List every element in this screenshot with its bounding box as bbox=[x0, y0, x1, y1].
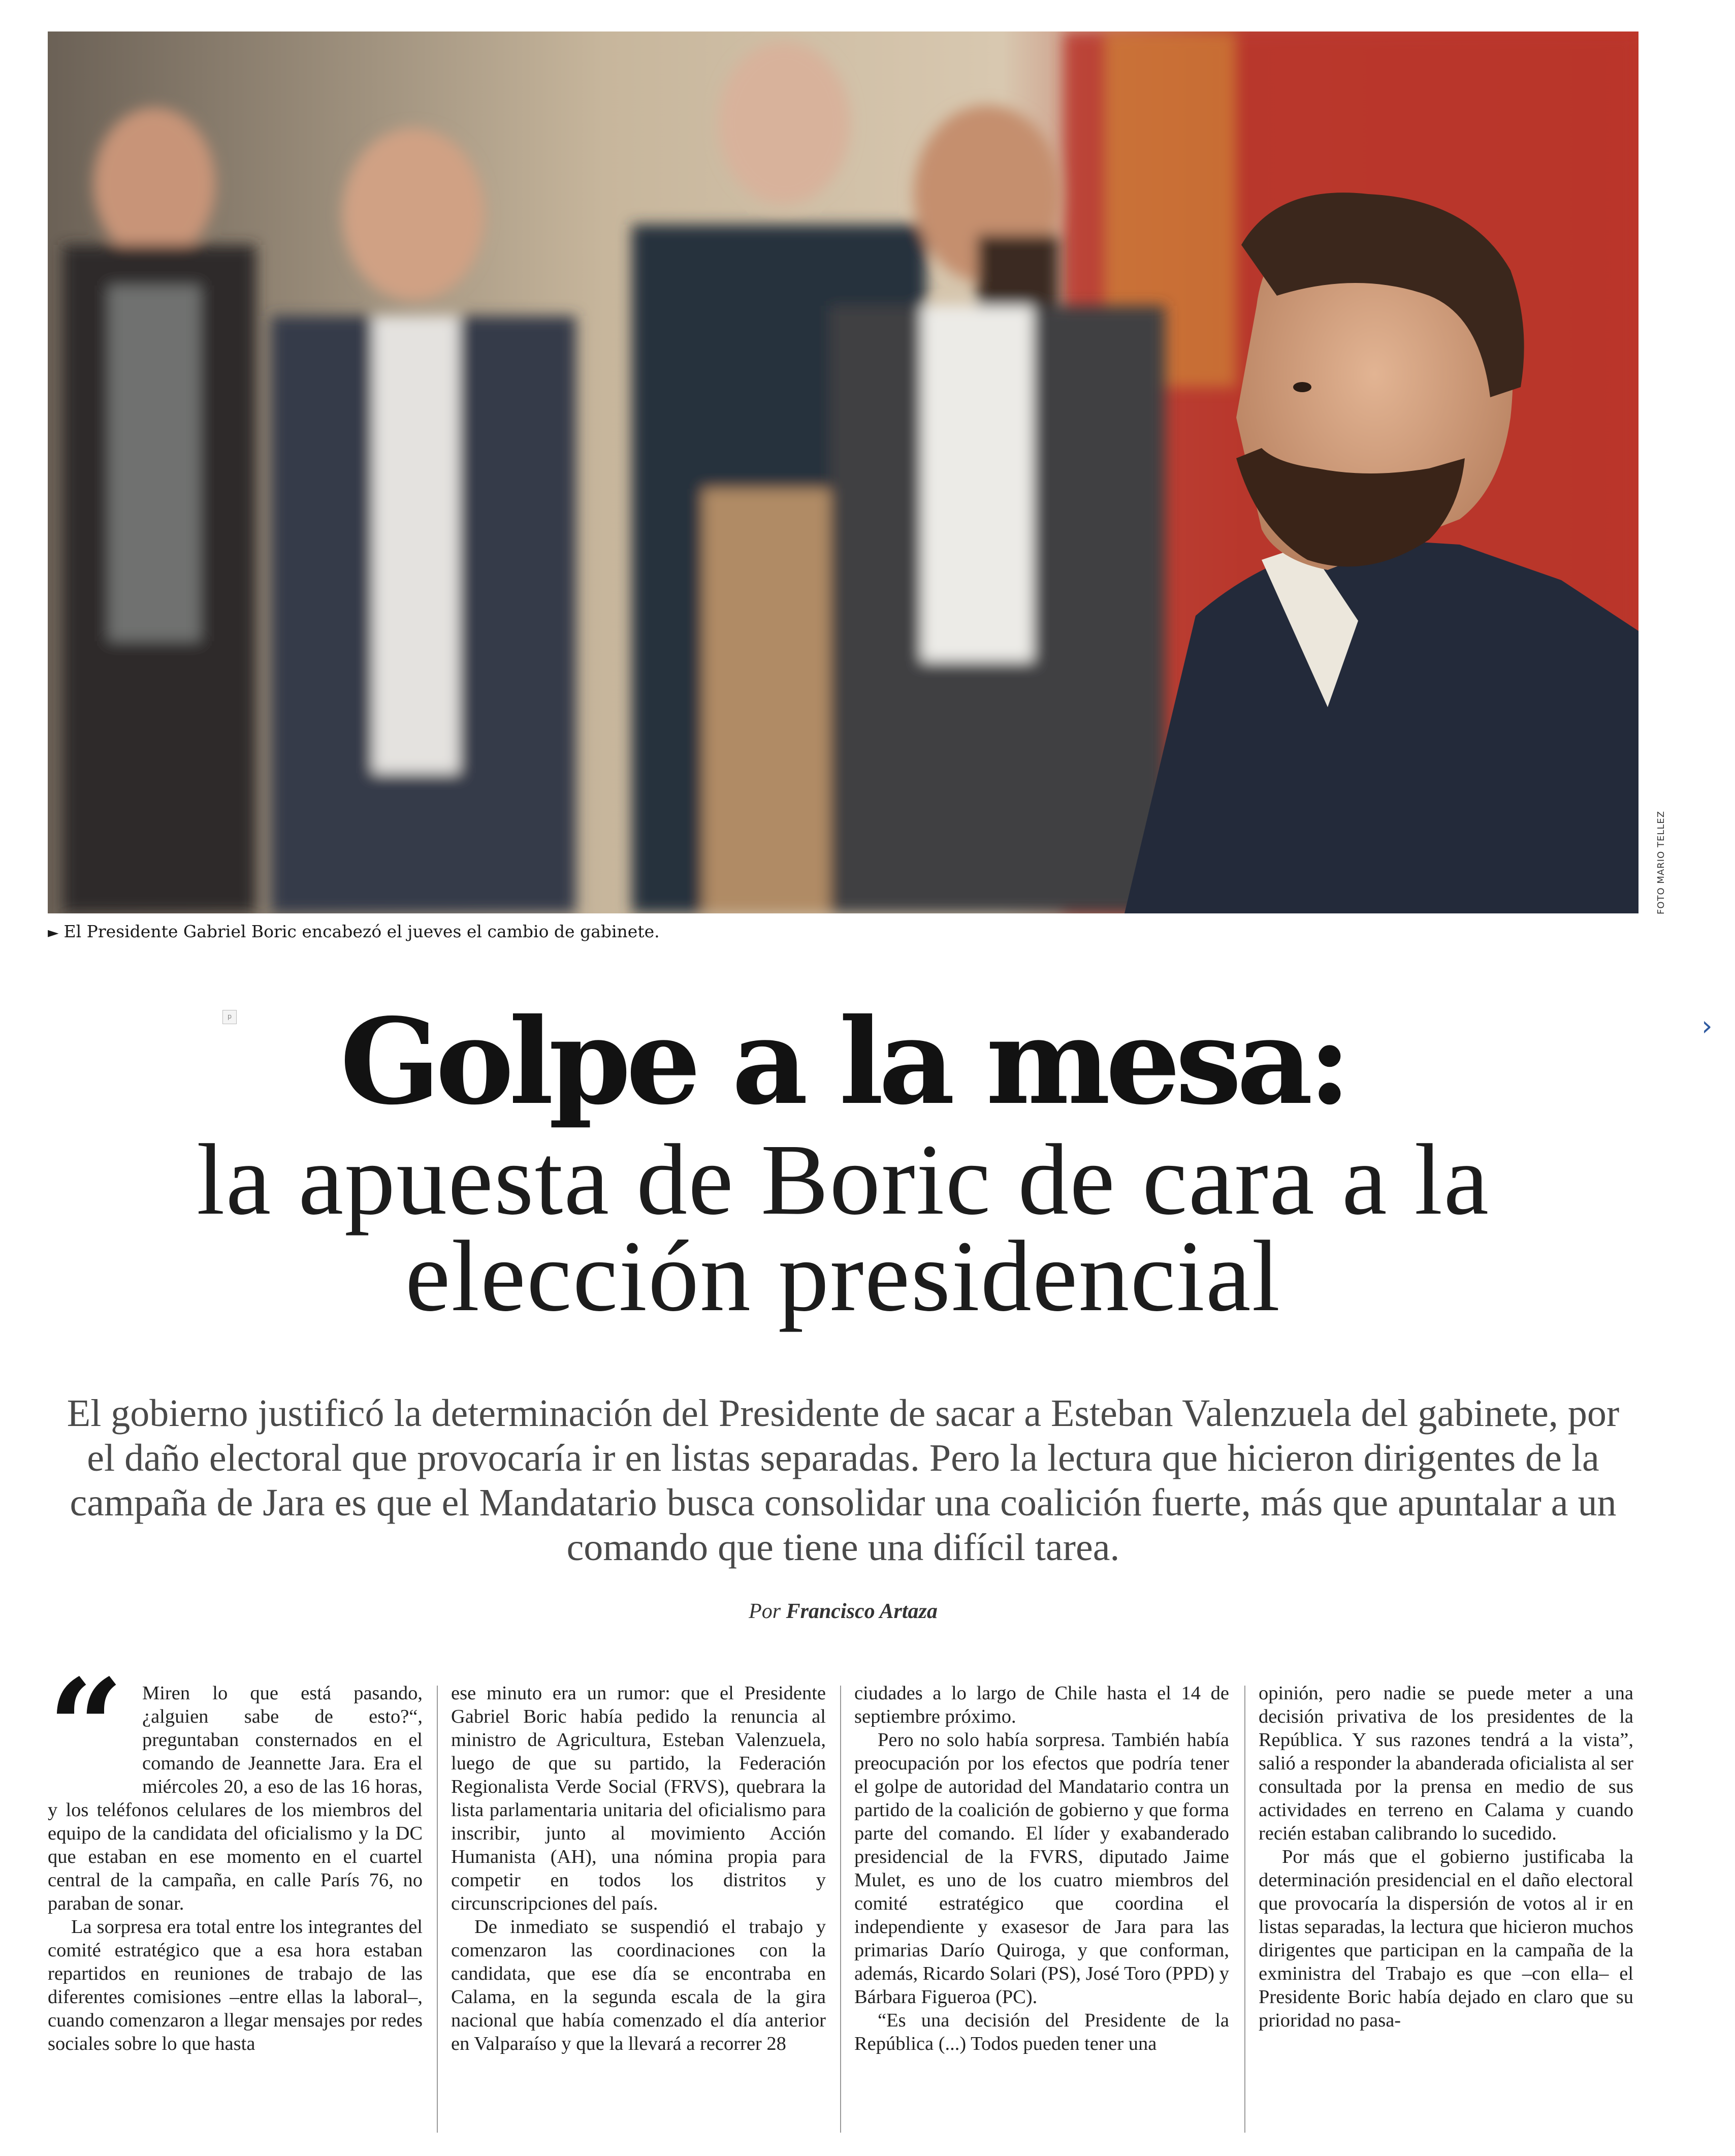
column-divider bbox=[840, 1686, 841, 2133]
article-column-3 bbox=[854, 1682, 1229, 2055]
paragraph: ese minuto era un rumor: que el Presidente Gabriel Boric había pedido la renuncia al ministro de Agricultura, Esteban Valenzuela, luego de que su partido, la Federación Regionalista Verde Social (FRVS), quebrara la lista parlamentaria unitaria del oficialismo para inscribir, junto al movimiento Acción Humanista (AH), una nómina propia para competir en todos los distritos y circunscripciones del país. bbox=[451, 1683, 826, 1914]
paragraph: Miren lo que está pasando, ¿alguien sabe de esto?“, preguntaban consternados en el comando de Jeannette Jara. Era el miércoles 20, a eso de las 16 horas, y los teléfonos celulares de los miembros del equipo de la candidata del oficialismo y la DC que estaban en ese momento en el cuartel central de la campaña, en calle París 76, no paraban de sonar. bbox=[48, 1683, 423, 1914]
byline bbox=[48, 1599, 1638, 1624]
article-body bbox=[48, 1651, 1638, 2139]
next-page-icon[interactable]: › bbox=[1701, 1010, 1713, 1042]
paragraph: Pero no solo había sorpresa. También había preocupación por los efectos que podría tener el golpe de autoridad del Mandatario contra un partido de la coalición de gobierno y que forma parte del comando. El líder y exabanderado presidencial de la FVRS, diputado Jaime Mulet, es uno de los cuatro miembros del comité estratégico que coordina el independiente y exasesor de Jara para las primarias Darío Quiroga, y que conforman, además, Ricardo Solari (PS), José Toro (PPD) y Bárbara Figueroa (PC). bbox=[854, 1729, 1229, 2008]
article-column-1 bbox=[48, 1651, 423, 2055]
paragraph: “Es una decisión del Presidente de la República (...) Todos pueden tener una bbox=[854, 2010, 1229, 2054]
byline-author: Francisco Artaza bbox=[786, 1600, 938, 1623]
paragraph: ciudades a lo largo de Chile hasta el 14 de septiembre próximo. bbox=[854, 1683, 1229, 1727]
subheadline-line-2: elección presidencial bbox=[405, 1220, 1281, 1333]
column-divider bbox=[1244, 1686, 1245, 2133]
caption-text: El Presidente Gabriel Boric encabezó el jueves el cambio de gabinete. bbox=[63, 922, 660, 941]
article-column-2 bbox=[451, 1682, 826, 2055]
article-column-4 bbox=[1259, 1682, 1633, 2032]
headline: Golpe a la mesa: bbox=[340, 992, 1346, 1131]
subheadline-line-1: la apuesta de Boric de cara a la bbox=[197, 1124, 1490, 1236]
paragraph: Por más que el gobierno justificaba la determinación presidencial en el daño electoral que provocaría la dispersión de votos al ir en listas separadas, la lectura que hicieron muchos dirigentes que participan en la campaña de la exministra del Trabajo es que –con ella– el Presidente Boric había dejado en claro que su prioridad no pasa- bbox=[1259, 1846, 1633, 2031]
page-marker-icon[interactable]: p bbox=[222, 1010, 237, 1024]
byline-prefix: Por bbox=[749, 1600, 781, 1623]
opening-quote-icon: “ bbox=[48, 1651, 124, 1805]
paragraph: La sorpresa era total entre los integrantes del comité estratégico que a esa hora estaban repartidos en reuniones de trabajo de las diferentes comisiones –entre ellas la laboral–, cuando comenzaron a llegar mensajes por redes sociales sobre lo que hasta bbox=[48, 1916, 423, 2054]
photo-credit bbox=[1644, 792, 1666, 914]
article-photo bbox=[48, 31, 1638, 913]
caption-marker-icon: ► bbox=[48, 924, 59, 941]
column-divider bbox=[437, 1686, 438, 2133]
paragraph: opinión, pero nadie se puede meter a una decisión privativa de los presidentes de la República. Y sus razones tendrá a la vista”, salió a responder la abanderada oficialista al ser consultada por la prensa en medio de sus actividades en terreno en Calama y cuando recién estaban calibrando lo sucedido. bbox=[1259, 1683, 1633, 1844]
photo-boric-cabinet-illustration bbox=[48, 31, 1638, 913]
paragraph: De inmediato se suspendió el trabajo y comenzaron las coordinaciones con la candidata, que ese día se encontraba en Calama, en la segunda escala de la gira nacional que había comenzado el día anterior en Valparaíso y que la llevará a recorrer 28 bbox=[451, 1916, 826, 2054]
subheadline bbox=[48, 1124, 1638, 1333]
photo-credit-text: FOTO MARIO TELLEZ bbox=[1656, 810, 1666, 914]
article-deck: El gobierno justificó la determinación del Presidente de sacar a Esteban Valenzuela del gabinete, por el daño electoral que provocaría ir en listas separadas. Pero la lectura que hicieron dirigentes de la campaña de Jara es que el Mandatario busca consolidar una coalición fuerte, más que apuntalar a un comando que tiene una difícil tarea. bbox=[67, 1392, 1620, 1569]
photo-caption bbox=[48, 922, 660, 941]
